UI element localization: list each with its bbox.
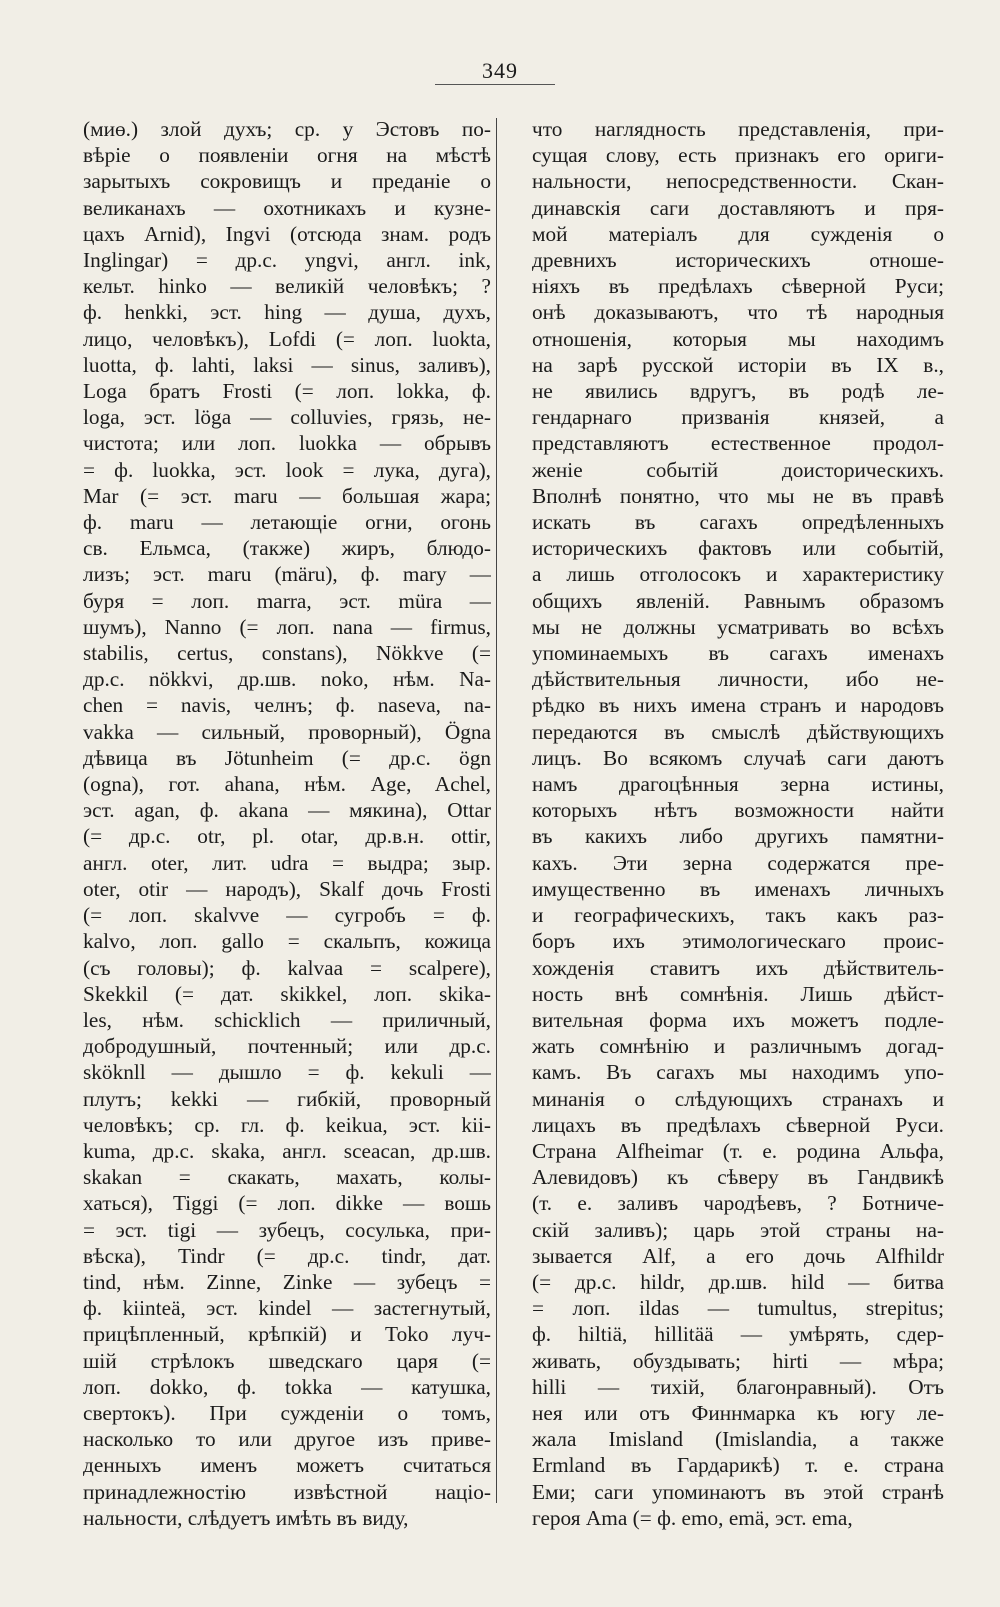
text-line: (т. е. заливъ чародѣевъ, ? Ботниче- xyxy=(532,1191,944,1216)
text-line: (= лоп. skalvve — сугробъ = ф. xyxy=(83,903,491,928)
text-line: хаться), Tiggi (= лоп. dikke — вошь xyxy=(83,1191,491,1216)
text-line: сущая слову, есть признакъ его ориги- xyxy=(532,143,944,168)
text-line: kuma, др.с. skaka, англ. sceacan, др.шв. xyxy=(83,1138,491,1163)
text-line: tind, нѣм. Zinne, Zinke — зубецъ = xyxy=(83,1269,491,1294)
text-line: вительная форма ихъ можетъ подле- xyxy=(532,1007,944,1032)
text-line: дѣйствительныя личности, ибо не- xyxy=(532,667,944,692)
text-line: и географическихъ, такъ какъ раз- xyxy=(532,903,944,928)
text-line: лоп. dokko, ф. tokka — катушка, xyxy=(83,1374,491,1399)
text-line: отношенія, которыя мы находимъ xyxy=(532,326,944,351)
text-line: ность внѣ сомнѣнія. Лишь дѣйст- xyxy=(532,981,944,1006)
text-line: luotta, ф. lahti, laksi — sinus, заливъ), xyxy=(83,352,491,377)
text-line: нальности, слѣдуетъ имѣть въ виду, xyxy=(83,1505,409,1530)
text-line: = лоп. ildas — tumultus, strepitus; xyxy=(532,1296,944,1321)
text-line: древнихъ историческихъ отноше- xyxy=(532,248,944,273)
text-line: насколько то или другое изъ приве- xyxy=(83,1427,491,1452)
text-line: упоминаемыхъ въ сагахъ именахъ xyxy=(532,641,944,666)
text-line: въ какихъ либо другихъ памятни- xyxy=(532,824,944,849)
text-line: Страна Alfheimar (т. е. родина Альфа, xyxy=(532,1138,944,1163)
text-line: свертокъ). При сужденіи о томъ, xyxy=(83,1400,491,1425)
text-line: героя Ama (= ф. emo, emä, эст. ema, xyxy=(532,1505,853,1530)
text-line: Еми; саги упоминаютъ въ этой странѣ xyxy=(532,1479,944,1504)
text-line: жать сомнѣнію и различнымъ догад- xyxy=(532,1034,944,1059)
text-line: рѣдко въ нихъ имена странъ и народовъ xyxy=(532,693,944,718)
text-line: динавскія саги доставляютъ и пря- xyxy=(532,195,944,220)
text-line: Skekkil (= дат. skikkel, лоп. skika- xyxy=(83,981,491,1006)
text-line: камъ. Въ сагахъ мы находимъ упо- xyxy=(532,1060,944,1085)
text-line: денныхъ именъ можетъ считаться xyxy=(83,1453,491,1478)
text-line: добродушный, почтенный; или др.с. xyxy=(83,1034,491,1059)
text-line: общихъ явленій. Равнымъ образомъ xyxy=(532,588,944,613)
text-line: живать, обуздывать; hirti — мѣра; xyxy=(532,1348,944,1373)
text-line: лизъ; эст. maru (märu), ф. mary — xyxy=(83,562,491,587)
text-line: принадлежностію извѣстной націо- xyxy=(83,1479,491,1504)
text-line: имущественно въ именахъ личныхъ xyxy=(532,876,944,901)
text-line: (съ головы); ф. kalvaa = scalpere), xyxy=(83,955,491,980)
text-line: Loga братъ Frosti (= лоп. lokka, ф. xyxy=(83,379,491,404)
text-line: (миө.) злой духъ; ср. у Эстовъ по- xyxy=(83,117,491,141)
text-line: человѣкъ; ср. гл. ф. keikua, эст. kii- xyxy=(83,1112,491,1137)
text-line: цахъ Arnid), Ingvi (отсюда знам. родъ xyxy=(83,221,491,246)
text-line: передаются въ смыслѣ дѣйствующихъ xyxy=(532,719,944,744)
text-line: англ. oter, лит. udra = выдра; зыр. xyxy=(83,850,491,875)
text-line: плутъ; kekki — гибкій, проворный xyxy=(83,1086,491,1111)
text-line: ф. henkki, эст. hing — душа, духъ, xyxy=(83,300,491,325)
text-line: Алевидовъ) къ сѣверу въ Гандвикѣ xyxy=(532,1165,944,1190)
text-line: гендарнаго призванія князей, а xyxy=(532,405,944,430)
text-line: минанія о слѣдующихъ странахъ и xyxy=(532,1086,944,1111)
text-line: лицъ. Во всякомъ случаѣ саги даютъ xyxy=(532,745,944,770)
text-line: мы не должны усматривать во всѣхъ xyxy=(532,614,944,639)
text-line: хожденія ставитъ ихъ дѣйствитель- xyxy=(532,955,944,980)
text-line: (ogna), гот. ahana, нѣм. Age, Achel, xyxy=(83,772,491,797)
text-line: (= др.с. hildr, др.шв. hild — битва xyxy=(532,1269,944,1294)
text-line: вѣріе о появленіи огня на мѣстѣ xyxy=(83,143,491,168)
text-line: = ф. luokka, эст. look = лука, дуга), xyxy=(83,457,491,482)
column-divider xyxy=(496,118,497,1503)
text-line: лицахъ въ предѣлахъ сѣверной Руси. xyxy=(532,1112,944,1137)
text-line: ніяхъ въ предѣлахъ сѣверной Руси; xyxy=(532,274,944,299)
text-line: великанахъ — охотникахъ и кузне- xyxy=(83,195,491,220)
text-line: женіе событій доисторическихъ. xyxy=(532,457,944,482)
text-line: ф. maru — летающіе огни, огонь xyxy=(83,510,491,535)
text-line: = эст. tigi — зубецъ, сосулька, при- xyxy=(83,1217,491,1242)
text-line: кельт. hinko — великій человѣкъ; ? xyxy=(83,274,491,299)
text-line: лицо, человѣкъ), Lofdi (= лоп. luokta, xyxy=(83,326,491,351)
page-number: 349 xyxy=(482,58,518,83)
text-line: (= др.с. otr, pl. otar, др.в.н. ottir, xyxy=(83,824,491,849)
text-line: боръ ихъ этимологическаго проис- xyxy=(532,929,944,954)
text-line: oter, otir — народъ), Skalf дочь Frosti xyxy=(83,876,491,901)
text-line: шумъ), Nanno (= лоп. nana — firmus, xyxy=(83,614,491,639)
text-line: Mar (= эст. maru — большая жара; xyxy=(83,483,491,508)
text-line: представляютъ естественное продол- xyxy=(532,431,944,456)
text-line: шій стрѣлокъ шведскаго царя (= xyxy=(83,1348,491,1373)
text-line: stabilis, certus, constans), Nökkve (= xyxy=(83,641,491,666)
text-line: которыхъ нѣтъ возможности найти xyxy=(532,798,944,823)
text-line: св. Ельмса, (также) жиръ, блюдо- xyxy=(83,536,491,561)
text-line: les, нѣм. schicklich — приличный, xyxy=(83,1007,491,1032)
text-line: ф. kiinteä, эст. kindel — застегнутый, xyxy=(83,1296,491,1321)
text-line: vakka — сильный, проворный), Ögna xyxy=(83,719,491,744)
text-line: историческихъ фактовъ или событій, xyxy=(532,536,944,561)
text-line: Вполнѣ понятно, что мы не въ правѣ xyxy=(532,483,944,508)
text-line: Inglingar) = др.с. yngvi, англ. ink, xyxy=(83,248,491,273)
page-number-rule xyxy=(435,84,555,85)
text-line: жала Imisland (Imislandia, а также xyxy=(532,1427,944,1452)
text-line: что наглядность представленія, при- xyxy=(532,117,944,141)
text-line: нальности, непосредственности. Скан- xyxy=(532,169,944,194)
text-line: дѣвица въ Jötunheim (= др.с. ögn xyxy=(83,745,491,770)
text-line: loga, эст. löga — colluvies, грязь, не- xyxy=(83,405,491,430)
text-line: на зарѣ русской исторіи въ IX в., xyxy=(532,352,944,377)
text-line: hilli — тихій, благонравный). Отъ xyxy=(532,1374,944,1399)
text-line: искать въ сагахъ опредѣленныхъ xyxy=(532,510,944,535)
text-line: зарытыхъ сокровищъ и преданіе о xyxy=(83,169,491,194)
text-line: намъ драгоцѣнныя зерна истины, xyxy=(532,772,944,797)
text-line: skakan = скакать, махать, колы- xyxy=(83,1165,491,1190)
text-line: chen = navis, челнъ; ф. naseva, na- xyxy=(83,693,491,718)
right-column xyxy=(532,116,944,1531)
text-line: буря = лоп. marra, эст. müra — xyxy=(83,588,491,613)
text-line: чистота; или лоп. luokka — обрывъ xyxy=(83,431,491,456)
text-line: sköknll — дышло = ф. kekuli — xyxy=(83,1060,491,1085)
text-line: а лишь отголосокъ и характеристику xyxy=(532,562,944,587)
text-line: не явились вдругъ, въ родѣ ле- xyxy=(532,379,944,404)
text-line: нея или отъ Финнмарка къ югу ле- xyxy=(532,1400,944,1425)
text-line: Ermland въ Гардарикѣ) т. е. страна xyxy=(532,1453,944,1478)
text-line: kalvo, лоп. gallo = скальпъ, кожица xyxy=(83,929,491,954)
text-line: зывается Alf, а его дочь Alfhildr xyxy=(532,1243,944,1268)
text-line: прицѣпленный, крѣпкій) и Toko луч- xyxy=(83,1322,491,1347)
text-line: мой матеріалъ для сужденія о xyxy=(532,221,944,246)
text-line: ф. hiltiä, hillitää — умѣрять, сдер- xyxy=(532,1322,944,1347)
text-line: др.с. nökkvi, др.шв. noko, нѣм. Na- xyxy=(83,667,491,692)
text-line: кахъ. Эти зерна содержатся пре- xyxy=(532,850,944,875)
text-line: онѣ доказываютъ, что тѣ народныя xyxy=(532,300,944,325)
text-line: вѣска), Tindr (= др.с. tindr, дат. xyxy=(83,1243,491,1268)
text-line: эст. agan, ф. akana — мякина), Ottar xyxy=(83,798,491,823)
text-line: скій заливъ); царь этой страны на- xyxy=(532,1217,944,1242)
left-column xyxy=(83,116,491,1531)
